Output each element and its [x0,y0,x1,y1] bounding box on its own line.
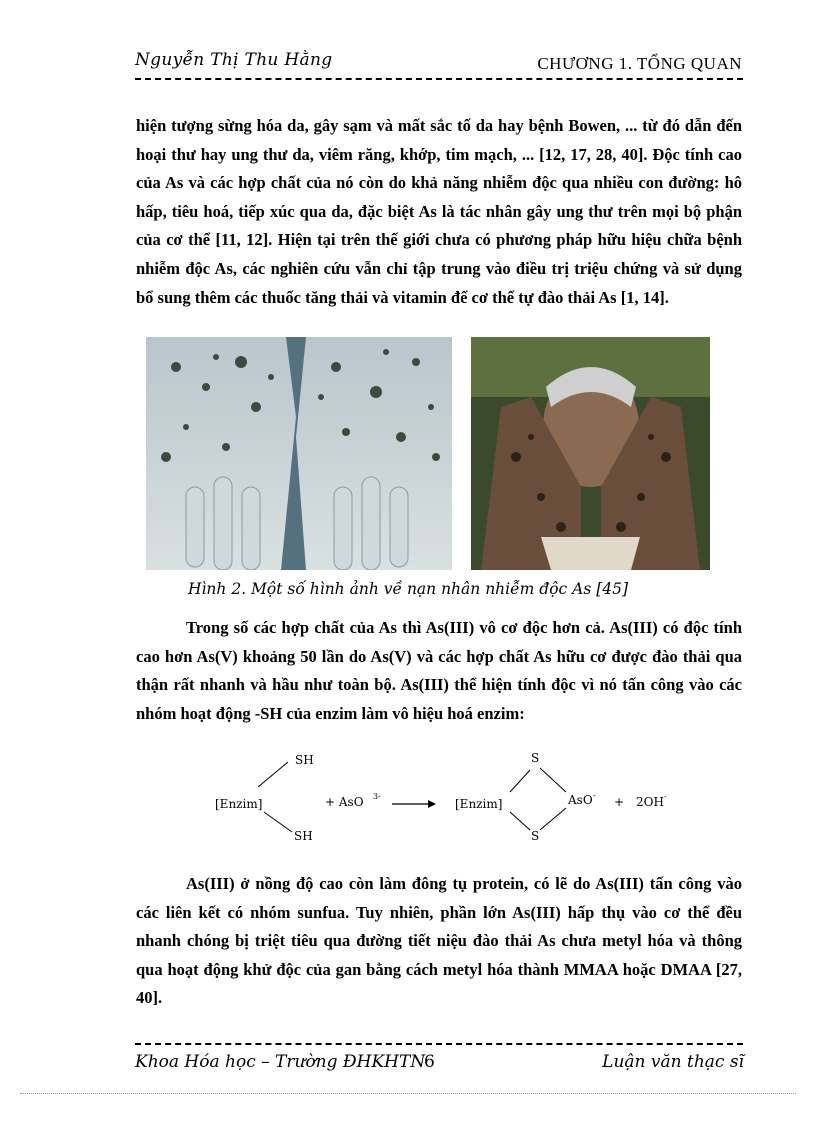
product-hydroxide-charge: - [664,792,667,801]
header-chapter: CHƯƠNG 1. TỔNG QUAN [537,54,742,73]
reaction-equation [200,742,680,842]
product-s-bottom: S [531,829,540,842]
product-plus: + [614,795,625,809]
reactant-arsenite: + AsO [325,795,364,809]
reactant-sh-top: SH [295,753,314,767]
figure-caption: Hình 2. Một số hình ảnh về nạn nhân nhiễm độc As [45] [187,580,629,598]
photo-palms-lesions [146,337,452,570]
paragraph-1: hiện tượng sừng hóa da, gây sạm và mất sắc tố da hay bệnh Bowen, ... từ đó dẫn đến hoại thư hay ung thư da, viêm răng, khớp, tim mạch, ... [12, 17, 28, 40]. Độc tính cao của As và các hợp chất của nó còn do khả năng nhiễm độc qua nhiều con đường: hô hấp, tiêu hoá, tiếp xúc qua da, đặc biệt As là tác nhân gây ung thư trên mọi bộ phận của cơ thể [11, 12]. Hiện tại trên thế giới chưa có phương pháp hữu hiệu chữa bệnh nhiễm độc As, các nghiên cứu vẫn chỉ tập trung vào điều trị triệu chứng và sử dụng bổ sung thêm các thuốc tăng thải và vitamin để cơ thể tự đào thải As [1, 14]. [136,116,742,307]
footer-thesis: Luận văn thạc sĩ [602,1052,744,1072]
paragraph-3: As(III) ở nồng độ cao còn làm đông tụ protein, có lẽ do As(III) tấn công vào các liên kết có nhóm sunfua. Tuy nhiên, phần lớn As(III) hấp thụ vào cơ thể đều nhanh chóng bị triệt tiêu qua đường tiết niệu đào thải As chưa metyl hóa và thông qua hoạt động khử độc của gan bằng cách metyl hóa thành MMAA hoặc DMAA [27, 40]. [136,874,742,1008]
footer-faculty: Khoa Hóa học – Trường ĐHKHTN [135,1052,426,1072]
page-bottom-border [20,1093,796,1094]
reactant-enzim: [Enzim] [215,797,263,811]
product-hydroxide: 2OH [636,795,664,809]
product-s-top: S [531,751,540,765]
paragraph-2: Trong số các hợp chất của As thì As(III) vô cơ độc hơn cả. As(III) có độc tính cao hơn As(V) khoảng 50 lần do As(V) và các hợp chất As hữu cơ được đào thải qua thận rất nhanh và hầu như toàn bộ. As(III) thể hiện tính độc vì nó tấn công vào các nhóm hoạt động -SH của enzim làm vô hiệu hoá enzim: [136,618,742,723]
reactant-arsenite-charge: 3- [373,792,381,801]
page-number: 6 [424,1052,435,1072]
photo-man-hands [471,337,710,570]
reactant-sh-bottom: SH [294,829,313,842]
product-aso-charge: - [593,791,596,800]
header-author: Nguyễn Thị Thu Hằng [135,50,333,70]
product-aso: AsO [568,793,593,807]
footer-rule [135,1043,743,1045]
header-rule [135,78,743,80]
product-enzim: [Enzim] [455,797,503,811]
